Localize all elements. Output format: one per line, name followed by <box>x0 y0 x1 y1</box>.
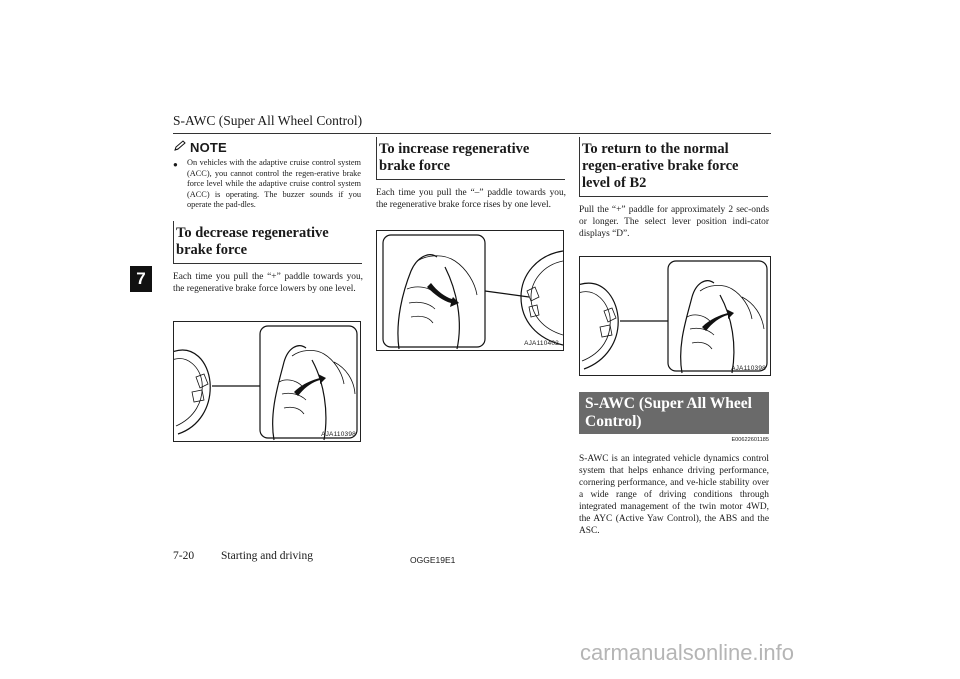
return-normal-body: Pull the “+” paddle for approximately 2 sec-onds or longer. The select lever position indi-cator displays “D”. <box>579 205 769 239</box>
figure-code: AJA110398 <box>321 430 356 438</box>
note-title: NOTE <box>190 140 227 155</box>
page-number: 7-20 <box>173 550 195 562</box>
decrease-body: Each time you pull the “+” paddle towards you, the regenerative brake force lowers by one level. <box>173 271 363 294</box>
steering-paddle-minus-illustration <box>377 231 563 350</box>
footer-section-name: Starting and driving <box>221 550 313 562</box>
column-2 <box>376 134 566 351</box>
steering-paddle-plus-illustration <box>580 257 770 375</box>
note-pencil-icon <box>173 140 187 155</box>
decrease-heading: To decrease regenerative brake force <box>173 221 362 264</box>
sawc-ref-code: E00622601185 <box>731 437 769 443</box>
chapter-tab: 7 <box>130 266 152 292</box>
figure-code: AJA110398 <box>731 365 766 372</box>
column-3 <box>579 134 769 537</box>
return-normal-figure <box>579 256 771 376</box>
footer-doc-code: OGGE19E1 <box>410 555 456 565</box>
increase-heading: To increase regenerative brake force <box>376 137 565 180</box>
decrease-figure <box>173 321 361 442</box>
black-circle-bullet-icon: ● <box>173 160 178 169</box>
running-head: S-AWC (Super All Wheel Control) <box>173 113 363 128</box>
steering-paddle-plus-illustration <box>174 322 360 441</box>
figure-code: AJA110402 <box>524 340 559 347</box>
watermark-link[interactable]: carmanualsonline.info <box>580 640 795 665</box>
note-heading <box>173 140 363 155</box>
increase-figure <box>376 230 564 351</box>
note-text: On vehicles with the adaptive cruise control system (ACC), you cannot control the regen-erative brake force level while the adaptive cruise control system (ACC) is operating. The buzzer sounds if you operate the pad-dles. <box>187 158 361 210</box>
increase-body: Each time you pull the “–” paddle towards you, the regenerative brake force rises by one level. <box>376 188 566 210</box>
note-item <box>173 158 363 211</box>
return-normal-heading: To return to the normal regen-erative brake force level of B2 <box>579 137 768 197</box>
sawc-heading: S-AWC (Super All Wheel Control) <box>579 392 769 434</box>
sawc-body: S-AWC is an integrated vehicle dynamics control system that helps enhance driving performance, cornering performance, and ve-hicle stability over a wide range of driving conditions through integrated management of the twin motor 4WD, the AYC (Active Yaw Control), the ABS and the ASC. <box>579 454 769 536</box>
column-1 <box>173 134 363 442</box>
